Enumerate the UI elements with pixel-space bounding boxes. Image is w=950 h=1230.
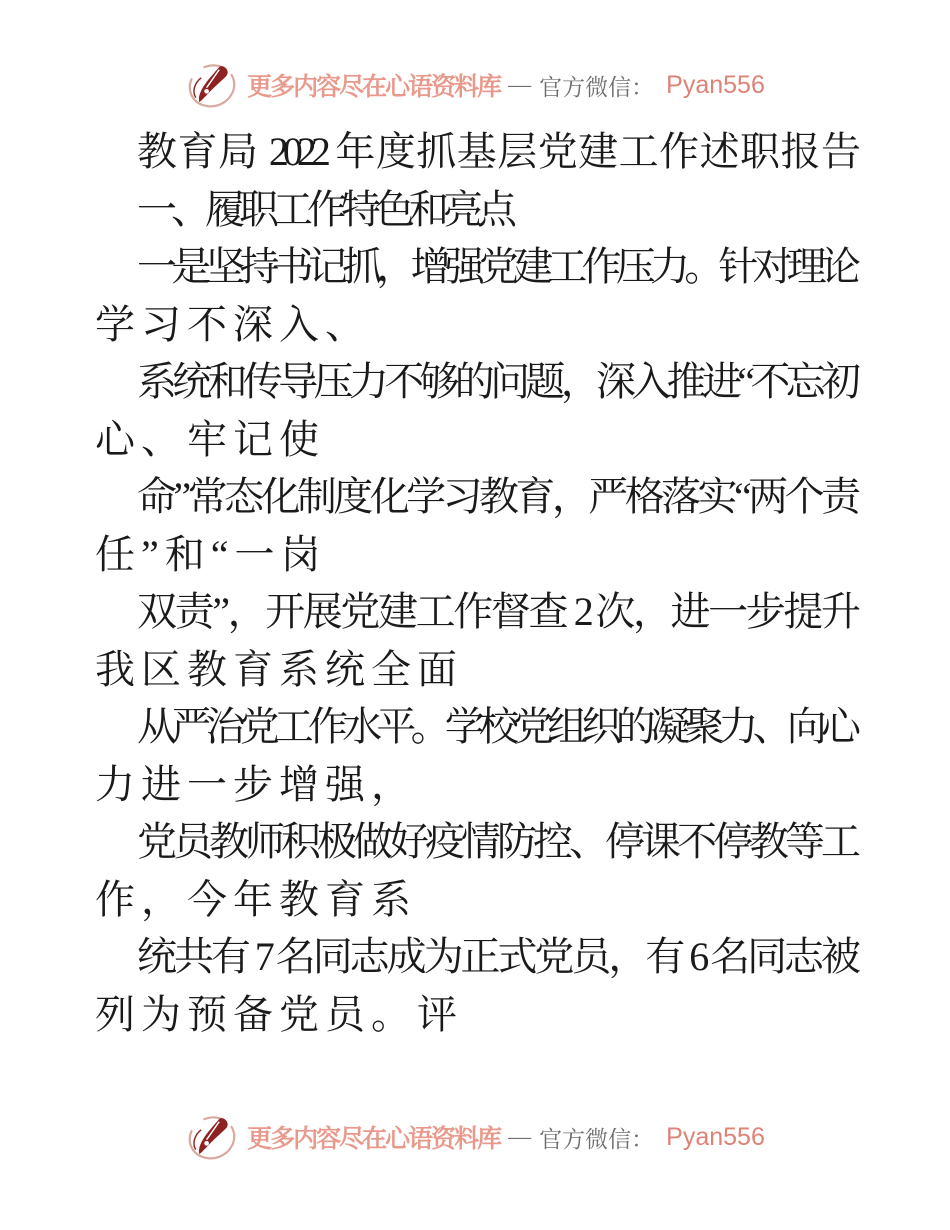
header-watermark (0, 58, 950, 112)
document-line: 心、牢记使 (95, 416, 325, 462)
document-line: 力进一步增强， (95, 761, 417, 807)
document-line: 党员教师积极做好疫情防控、停课不停教等工 (137, 819, 855, 864)
document-line: 任”和“一岗 (95, 531, 327, 577)
brand-text: 更多内容尽在心语资料库 (247, 1126, 501, 1153)
document-line: 学习不深入、 (95, 301, 371, 347)
footer-watermark (0, 1110, 950, 1164)
wechat-label: 官方微信： (539, 74, 655, 100)
document-line: 作，今年教育系 (95, 876, 417, 922)
document-line: 我区教育系统全面 (95, 646, 463, 692)
wechat-id: Pyan556 (666, 1122, 765, 1151)
document-line: 命”常态化制度化学习教育，严格落实“两个责 (137, 474, 855, 519)
document-line: 列为预备党员。评 (95, 991, 463, 1037)
brand-text: 更多内容尽在心语资料库 (247, 74, 501, 101)
document-line: 双责”，开展党建工作督查 2 次，进一步提升 (137, 589, 855, 634)
document-line: 从严治党工作水平。学校党组织的凝聚力、向心 (137, 704, 855, 749)
wechat-id: Pyan556 (666, 70, 765, 99)
document-body (95, 123, 855, 1043)
document-line: 一是坚持书记抓，增强党建工作压力。针对理论 (137, 244, 855, 289)
brand-logo-icon (185, 58, 239, 112)
watermark-separator: — (508, 72, 532, 97)
document-line: 系统和传导压力不够的问题，深入推进“不忘初 (137, 359, 855, 404)
document-line: 教育局 2022 年度抓基层党建工作述职报告 (137, 129, 855, 174)
document-line: 一、履职工作特色和亮点 (137, 186, 511, 232)
brand-logo-icon (185, 1110, 239, 1164)
document-line: 统共有 7 名同志成为正式党员，有 6 名同志被 (137, 934, 855, 979)
watermark-separator: — (508, 1124, 532, 1149)
wechat-label: 官方微信： (539, 1126, 655, 1152)
